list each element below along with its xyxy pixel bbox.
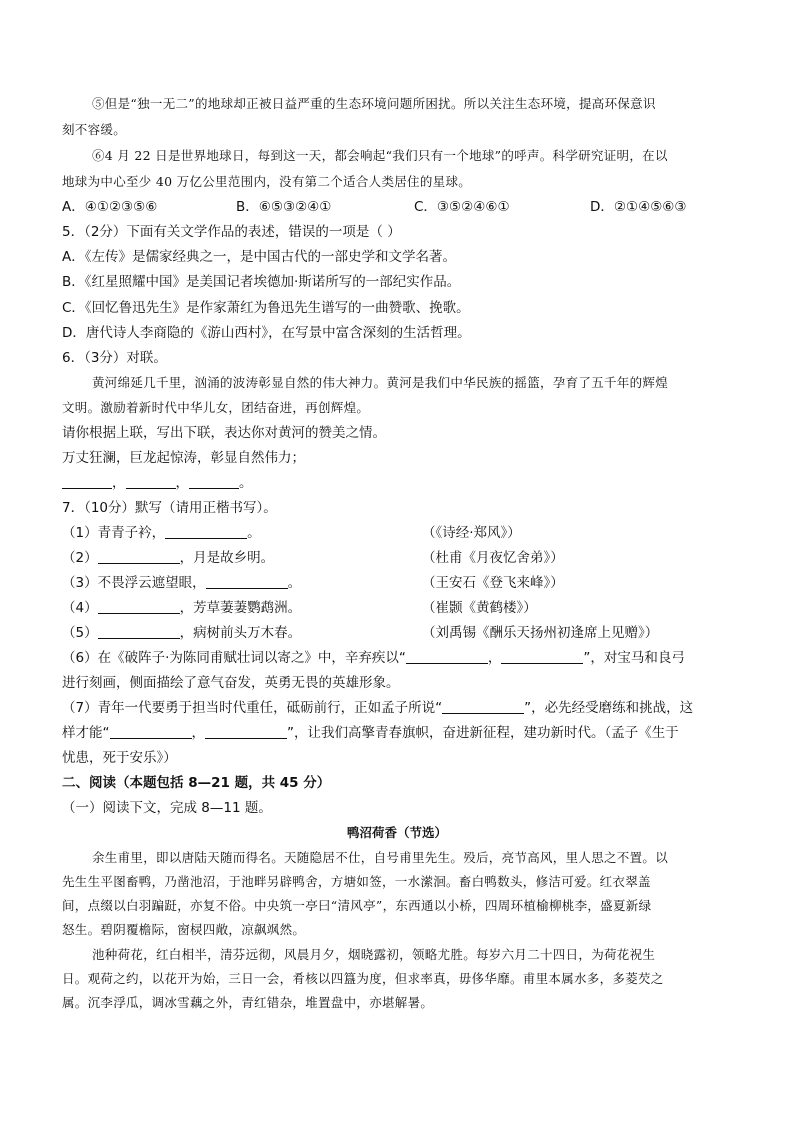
q7-item-2-source: （杜甫《月夜忆舍弟》） xyxy=(422,550,564,566)
q7-item-7 xyxy=(62,699,693,717)
q7-item-7-cont-pre: 样才能“ xyxy=(62,725,110,741)
q4-sentence-5-cont: 刻不容缓。 xyxy=(62,122,127,137)
q4-option-d[interactable]: D．②①④⑤⑥③ xyxy=(590,199,687,215)
q7-item-4-post: ，芳草萋萋鹦鹉洲。 xyxy=(179,600,302,616)
q7-item-1-post: 。 xyxy=(247,525,261,541)
q7-item-5-blank[interactable] xyxy=(98,625,180,639)
q7-item-7-post: ”，必先经受磨练和挑战，这 xyxy=(524,700,694,716)
passage-p2-line-2: 日。观荷之约，以花开为始，三日一会，肴核以四簋为度，但求率真，毋侈华靡。甫里本属水多，多菱芡之 xyxy=(62,971,664,986)
q7-item-3-post: 。 xyxy=(287,575,302,591)
q6-answer-line xyxy=(62,474,253,492)
q5-option-a[interactable]: A．《左传》是儒家经典之一，是中国古代的一部史学和文学名著。 xyxy=(62,249,456,265)
q7-item-7-blank-1[interactable] xyxy=(442,700,524,714)
q7-item-6-blank-2[interactable] xyxy=(501,650,583,664)
q7-item-3-blank[interactable] xyxy=(206,575,288,589)
passage-p1-line-3: 间，点缀以白羽蹁跹，亦复不俗。中央筑一亭曰“清风亭”，东西通以小桥，四周环植榆柳桃李，盛夏新绿 xyxy=(62,898,652,913)
passage-p2-line-3: 属。沉李浮瓜，调冰雪藕之外，青红错杂，堆置盘中，亦堪解暑。 xyxy=(62,995,434,1010)
q7-item-2-pre: （2） xyxy=(62,550,98,566)
q7-item-7-cont-post: ”，让我们高擎青春旗帜，奋进新征程，建功新时代。（孟子《生于 xyxy=(287,725,679,741)
q4-option-a[interactable]: A．④①②③⑤⑥ xyxy=(62,199,158,215)
q7-item-6-post: ”，对宝马和良弓 xyxy=(583,650,685,666)
q7-item-4-pre: （4） xyxy=(62,600,98,616)
q4-sentence-5: ⑤但是“独一无二”的地球却正被日益严重的生态环境问题所困扰。所以关注生态环境，提高环保意识 xyxy=(92,96,656,111)
passage-p2-line-1: 池种荷花，红白相半，清芬远彻，风晨月夕，烟晓露初，领略尤胜。每岁六月二十四日，为荷花祝生 xyxy=(92,947,656,962)
q7-item-3 xyxy=(62,574,301,592)
q7-item-4-blank[interactable] xyxy=(98,600,180,614)
q7-item-6-cont: 进行刻画，侧面描绘了意气奋发，英勇无畏的英雄形象。 xyxy=(62,675,400,691)
q6-comma-2: ， xyxy=(175,475,189,491)
q4-sentence-6-cont: 地球为中心至少 40 万亿公里范围内，没有第二个适合人类居住的星球。 xyxy=(62,174,472,189)
q6-answer-blank-3[interactable] xyxy=(189,475,239,489)
passage-p1-line-1: 余生甫里，即以唐陆天随而得名。天随隐居不仕，自号甫里先生。殁后，亮节高风，里人思之不置。以 xyxy=(92,850,669,865)
q5-option-b[interactable]: B．《红星照耀中国》是美国记者埃德加·斯诺所写的一部纪实作品。 xyxy=(62,274,461,290)
q6-answer-blank-2[interactable] xyxy=(126,475,176,489)
q5-option-c[interactable]: C．《回忆鲁迅先生》是作家萧红为鲁迅先生谱写的一曲赞歌、挽歌。 xyxy=(62,300,470,316)
q6-upper-couplet: 万丈狂澜，巨龙起惊涛，彰显自然伟力； xyxy=(62,450,305,466)
section-2-subheading: （一）阅读下文，完成 8—11 题。 xyxy=(62,800,272,816)
q7-item-7-cont-mid: ， xyxy=(191,725,205,741)
q6-answer-blank-1[interactable] xyxy=(62,475,112,489)
q7-item-7-cont-2: 忧患，死于安乐》） xyxy=(62,750,177,766)
q7-item-1-pre: （1）青青子衿， xyxy=(62,525,166,541)
q7-item-6-blank-1[interactable] xyxy=(406,650,488,664)
q4-option-c[interactable]: C．③⑤②④⑥① xyxy=(414,199,510,215)
q5-stem: 5．（2分）下面有关文学作品的表述，错误的一项是（ ） xyxy=(62,224,401,240)
passage-title: 鸭沼荷香（节选） xyxy=(346,825,447,840)
q7-item-7-blank-2[interactable] xyxy=(110,725,192,739)
q7-item-6-pre: （6）在《破阵子·为陈同甫赋壮词以寄之》中，辛弃疾以“ xyxy=(62,650,406,666)
q7-item-1 xyxy=(62,524,261,542)
q6-stem: 6．（3分）对联。 xyxy=(62,350,167,366)
q7-item-3-source: （王安石《登飞来峰》） xyxy=(422,575,564,591)
q7-item-6-mid: ， xyxy=(487,650,502,666)
q5-option-d[interactable]: D．唐代诗人李商隐的《游山西村》，在写景中富含深刻的生活哲理。 xyxy=(62,325,471,341)
q7-item-4 xyxy=(62,599,301,617)
q7-item-6 xyxy=(62,649,685,667)
q7-item-3-pre: （3）不畏浮云遮望眼， xyxy=(62,575,206,591)
q6-passage-line-1: 黄河绵延几千里，汹涌的波涛彰显自然的伟大神力。黄河是我们中华民族的摇篮，孕育了五千年的辉煌 xyxy=(92,375,669,390)
q6-comma-1: ， xyxy=(112,475,126,491)
q7-item-1-blank[interactable] xyxy=(165,525,247,539)
q7-item-5 xyxy=(62,624,301,642)
q7-stem: 7．（10分）默写（请用正楷书写）。 xyxy=(62,500,277,516)
q7-item-2-blank[interactable] xyxy=(98,550,180,564)
q4-sentence-6: ⑥4 月 22 日是世界地球日，每到这一天，都会响起“我们只有一个地球”的呼声。科学研究证明，在以 xyxy=(92,148,668,163)
section-2-heading: 二、阅读（本题包括 8—21 题，共 45 分） xyxy=(62,775,331,791)
q7-item-7-pre: （7）青年一代要勇于担当时代重任，砥砺前行，正如孟子所说“ xyxy=(62,700,443,716)
q7-item-1-source: （《诗经·郑风》） xyxy=(422,525,521,541)
passage-p1-line-4: 怒生。碧阴覆檐际，窗棂四敞，凉飙飒然。 xyxy=(62,922,306,937)
q6-period: 。 xyxy=(239,475,253,491)
q7-item-2-post: ，月是故乡明。 xyxy=(179,550,275,566)
q7-item-7-cont xyxy=(62,724,679,742)
passage-p1-line-2: 先生生平图畜鸭，乃凿池沼，于池畔另辟鸭舍，方塘如签，一水潆洄。畜白鸭数头，修洁可爱。红衣翠盖 xyxy=(62,874,651,889)
q7-item-4-source: （崔颢《黄鹤楼》） xyxy=(422,600,537,616)
q6-passage-line-2: 文明。激励着新时代中华儿女，团结奋进，再创辉煌。 xyxy=(62,400,370,415)
q4-option-b[interactable]: B．⑥⑤③②④① xyxy=(236,199,332,215)
q7-item-5-post: ，病树前头万木春。 xyxy=(179,625,302,641)
q6-instruction: 请你根据上联，写出下联，表达你对黄河的赞美之情。 xyxy=(62,425,386,441)
q7-item-7-blank-3[interactable] xyxy=(205,725,287,739)
q7-item-5-source: （刘禹锡《酬乐天扬州初逢席上见赠》） xyxy=(422,625,659,641)
q7-item-5-pre: （5） xyxy=(62,625,98,641)
q7-item-2 xyxy=(62,549,274,567)
